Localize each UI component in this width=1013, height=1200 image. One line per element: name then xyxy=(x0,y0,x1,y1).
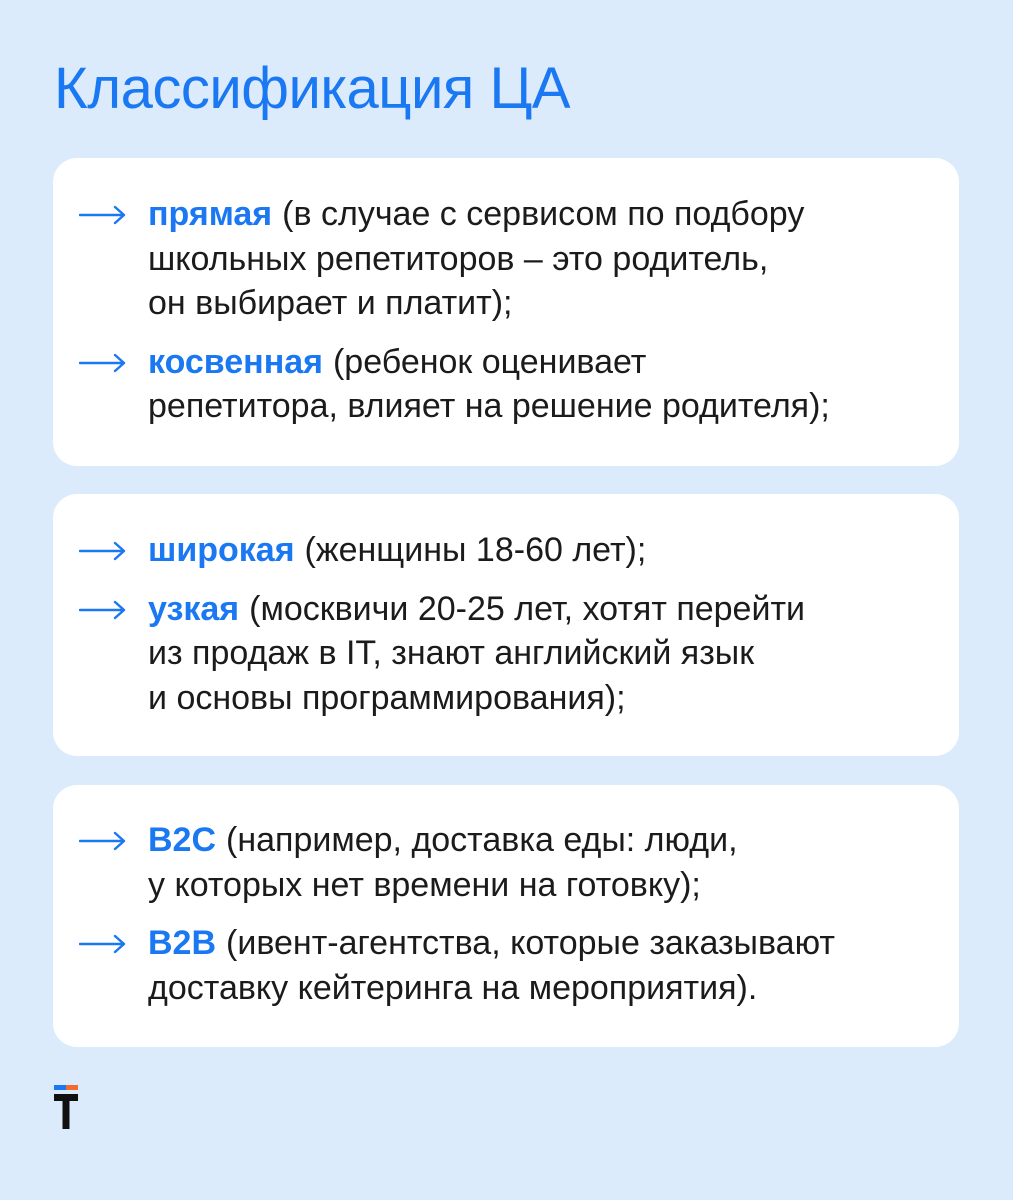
item-text: и основы программирования); xyxy=(148,678,626,717)
item-line xyxy=(148,631,939,676)
t-logo-icon xyxy=(54,1085,78,1131)
item-line xyxy=(148,921,939,966)
list-item xyxy=(148,340,939,429)
item-text: (ребенок оценивает xyxy=(332,342,647,381)
item-term: узкая xyxy=(148,589,240,628)
card-2 xyxy=(53,494,959,756)
card-1 xyxy=(53,158,959,466)
list-item xyxy=(148,921,939,1010)
long-right-arrow-icon xyxy=(79,934,127,954)
card-3 xyxy=(53,785,959,1047)
item-text: (ивент-агентства, которые заказывают xyxy=(226,924,835,962)
item-line xyxy=(148,340,939,385)
long-right-arrow-icon xyxy=(79,831,127,851)
logo-crossbar xyxy=(54,1094,78,1101)
long-right-arrow-icon xyxy=(79,600,127,620)
item-term: B2C xyxy=(148,821,217,859)
item-text: у которых нет времени на готовку); xyxy=(148,865,701,904)
item-line xyxy=(148,966,939,1011)
item-line xyxy=(148,528,939,573)
long-right-arrow-icon xyxy=(79,205,127,225)
item-term: широкая xyxy=(148,531,295,569)
item-line xyxy=(148,237,939,282)
item-text: репетитора, влияет на решение родителя); xyxy=(148,387,830,425)
item-line xyxy=(148,384,939,429)
item-text: доставку кейтеринга на мероприятия). xyxy=(148,968,758,1007)
item-term: B2B xyxy=(148,924,217,962)
long-right-arrow-icon xyxy=(79,353,127,373)
item-line xyxy=(148,818,939,863)
item-text: (например, доставка еды: люди, xyxy=(226,821,738,859)
item-line xyxy=(148,192,939,237)
list-item xyxy=(148,818,939,907)
item-line xyxy=(148,676,939,721)
list-item xyxy=(148,528,939,573)
item-term: косвенная xyxy=(148,342,323,381)
item-text: школьных репетиторов – это родитель, xyxy=(148,239,769,278)
item-text: (москвичи 20-25 лет, хотят перейти xyxy=(249,589,806,628)
item-line xyxy=(148,281,939,326)
item-term: прямая xyxy=(148,195,273,233)
item-text: он выбирает и платит); xyxy=(148,284,513,322)
list-item xyxy=(148,587,939,721)
long-right-arrow-icon xyxy=(79,541,127,561)
item-text: из продаж в IT, знают английский язык xyxy=(148,634,755,672)
logo-stem xyxy=(63,1101,70,1129)
item-text: (женщины 18-60 лет); xyxy=(304,531,647,569)
logo-top-accent xyxy=(66,1085,78,1090)
item-text: (в случае с сервисом по подбору xyxy=(282,195,805,233)
page-title: Классификация ЦА xyxy=(54,56,571,121)
list-item xyxy=(148,192,939,326)
item-line xyxy=(148,587,939,632)
item-line xyxy=(148,863,939,908)
